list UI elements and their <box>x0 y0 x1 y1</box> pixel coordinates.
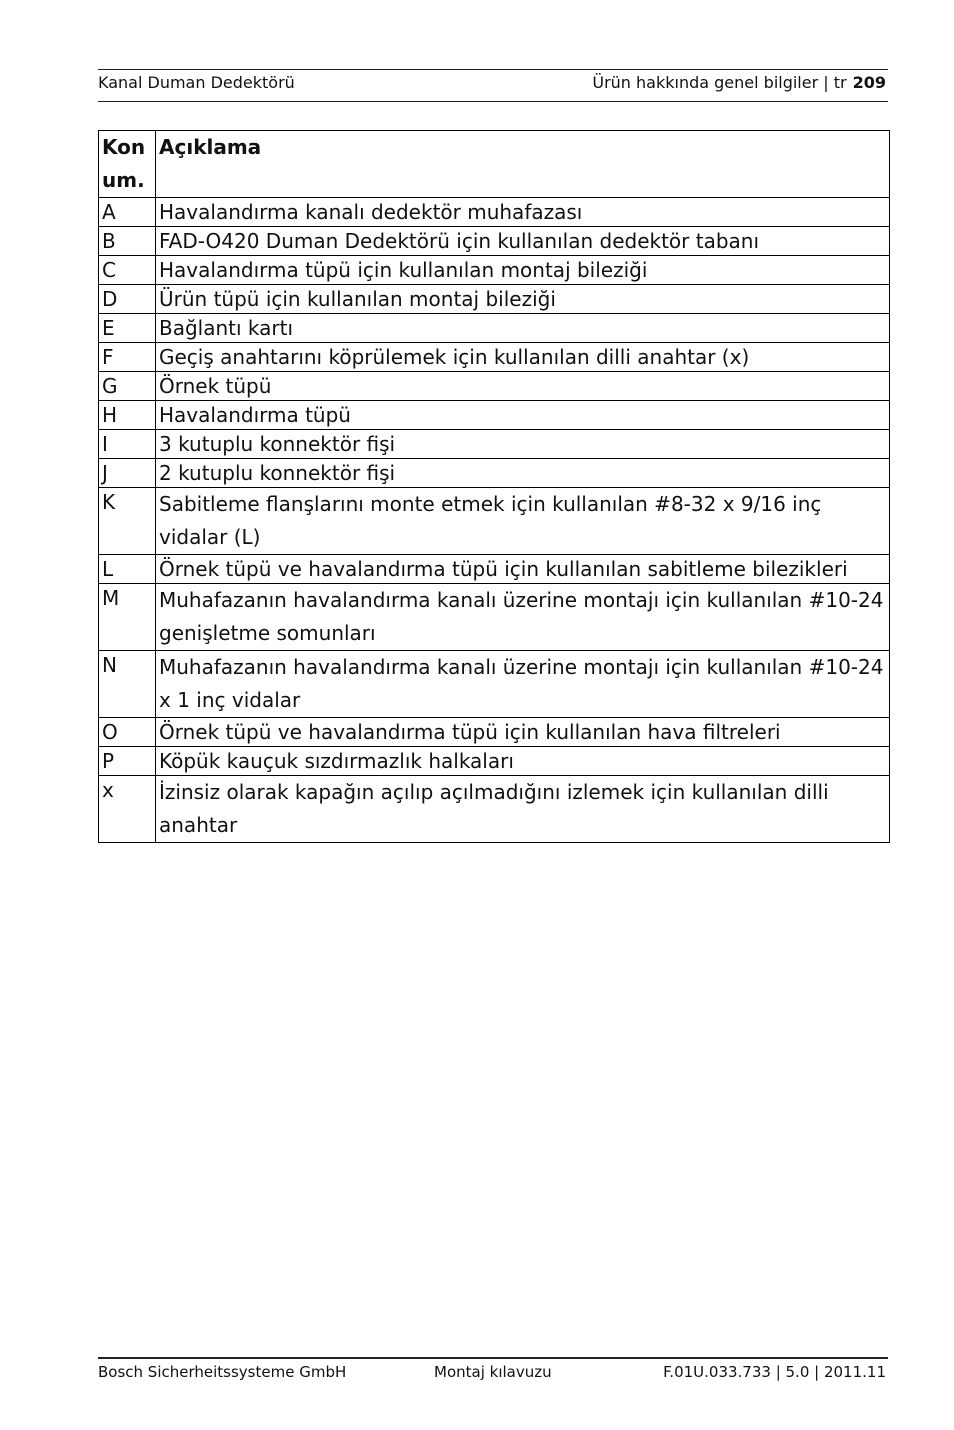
description-cell: Havalandırma tüpü için kullanılan montaj bileziği <box>156 256 890 285</box>
table-row <box>99 459 890 488</box>
footer-document-id: F.01U.033.733 | 5.0 | 2011.11 <box>663 1363 886 1381</box>
description-cell: Muhafazanın havalandırma kanalı üzerine montajı için kullanılan #10-24 genişletme somunları <box>156 584 890 651</box>
position-cell: C <box>99 256 156 285</box>
position-cell: M <box>99 584 156 651</box>
position-cell: B <box>99 227 156 256</box>
table-row <box>99 488 890 555</box>
position-cell: E <box>99 314 156 343</box>
description-cell: Geçiş anahtarını köprülemek için kullanılan dilli anahtar (x) <box>156 343 890 372</box>
table-row <box>99 372 890 401</box>
description-cell: Örnek tüpü <box>156 372 890 401</box>
position-cell: A <box>99 198 156 227</box>
table-row <box>99 747 890 776</box>
description-cell: Örnek tüpü ve havalandırma tüpü için kullanılan sabitleme bilezikleri <box>156 555 890 584</box>
table-row <box>99 651 890 718</box>
header-section <box>592 73 886 92</box>
description-cell: Ürün tüpü için kullanılan montaj bileziği <box>156 285 890 314</box>
description-cell: Bağlantı kartı <box>156 314 890 343</box>
column-header-description: Açıklama <box>156 131 890 198</box>
position-cell: P <box>99 747 156 776</box>
table-row <box>99 776 890 843</box>
description-cell: Köpük kauçuk sızdırmazlık halkaları <box>156 747 890 776</box>
page-footer <box>98 1357 888 1389</box>
table-row <box>99 227 890 256</box>
footer-company: Bosch Sicherheitssysteme GmbH <box>98 1363 347 1381</box>
position-cell: O <box>99 718 156 747</box>
table-row <box>99 285 890 314</box>
description-cell: 2 kutuplu konnektör fişi <box>156 459 890 488</box>
footer-document-type: Montaj kılavuzu <box>434 1363 552 1381</box>
description-cell: Örnek tüpü ve havalandırma tüpü için kullanılan hava filtreleri <box>156 718 890 747</box>
description-cell: Sabitleme flanşlarını monte etmek için kullanılan #8-32 x 9/16 inç vidalar (L) <box>156 488 890 555</box>
position-cell: N <box>99 651 156 718</box>
description-cell: Havalandırma tüpü <box>156 401 890 430</box>
table-row <box>99 256 890 285</box>
position-cell: D <box>99 285 156 314</box>
description-cell: Muhafazanın havalandırma kanalı üzerine montajı için kullanılan #10-24 x 1 inç vidalar <box>156 651 890 718</box>
description-cell: 3 kutuplu konnektör fişi <box>156 430 890 459</box>
table-row <box>99 430 890 459</box>
position-cell: x <box>99 776 156 843</box>
position-cell: J <box>99 459 156 488</box>
header-document-title: Kanal Duman Dedektörü <box>98 73 295 92</box>
table-row <box>99 718 890 747</box>
table-row <box>99 314 890 343</box>
column-header-position: Kon um. <box>99 131 156 198</box>
position-cell: I <box>99 430 156 459</box>
description-cell: Havalandırma kanalı dedektör muhafazası <box>156 198 890 227</box>
table-row <box>99 555 890 584</box>
page-number: 209 <box>852 73 886 92</box>
page-header <box>98 69 888 102</box>
position-cell: F <box>99 343 156 372</box>
description-cell: FAD-O420 Duman Dedektörü için kullanılan dedektör tabanı <box>156 227 890 256</box>
table-row <box>99 584 890 651</box>
table-row <box>99 401 890 430</box>
table-row <box>99 198 890 227</box>
position-cell: H <box>99 401 156 430</box>
description-cell: İzinsiz olarak kapağın açılıp açılmadığını izlemek için kullanılan dilli anahtar <box>156 776 890 843</box>
component-legend-table <box>98 130 890 843</box>
header-section-title: Ürün hakkında genel bilgiler | tr <box>592 73 847 92</box>
position-cell: L <box>99 555 156 584</box>
table-row <box>99 343 890 372</box>
table-header-row <box>99 131 890 198</box>
position-cell: K <box>99 488 156 555</box>
position-cell: G <box>99 372 156 401</box>
